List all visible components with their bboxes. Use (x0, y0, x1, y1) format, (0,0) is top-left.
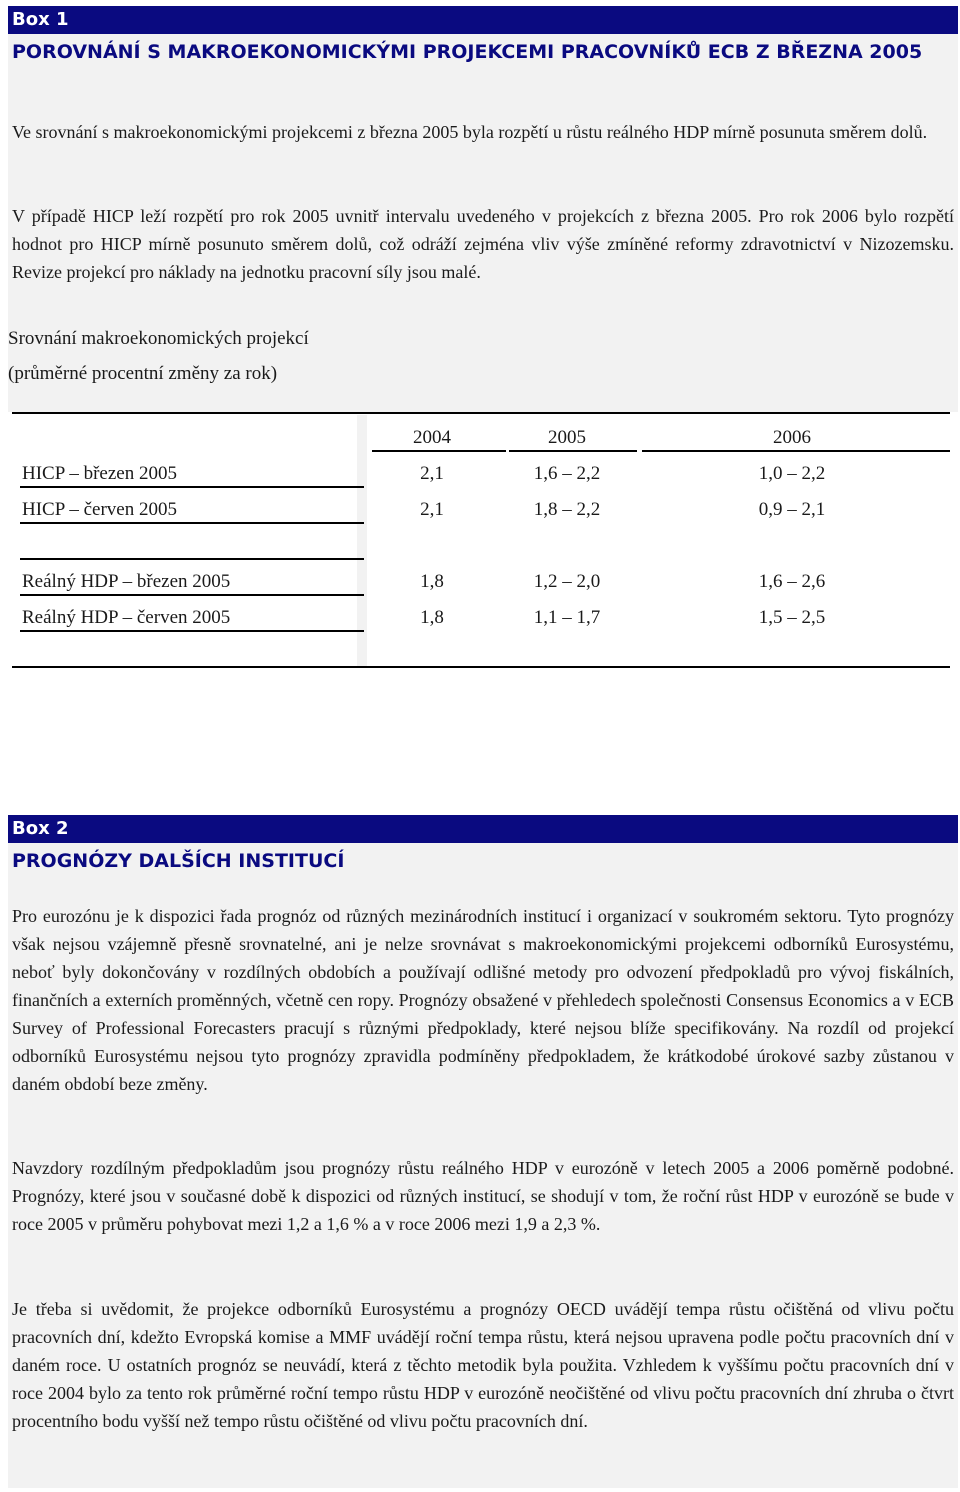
table-title: Srovnání makroekonomických projekcí (8, 328, 309, 349)
box-1-paragraph-2: V případě HICP leží rozpětí pro rok 2005 uvnitř intervalu uvedeného v projekcích z března 2005. Pro rok 2006 bylo rozpětí hodnot pro HICP mírně posunuto směrem dolů, což odráží zejména vliv výše zmíněné reformy zdravotnictví v Nizozemsku. Revize projekcí pro náklady na jednotku pracovní síly jsou malé. (12, 206, 954, 282)
table-cell: 1,1 – 1,7 (533, 607, 601, 628)
table-cell: 2,1 (420, 499, 444, 520)
rule (20, 594, 364, 596)
table-cell: 1,5 – 2,5 (758, 607, 826, 628)
row-label: Reálný HDP – červen 2005 (22, 607, 231, 628)
rule (20, 558, 364, 560)
table-cell: 1,6 – 2,2 (533, 463, 601, 484)
header-2005: 2005 (548, 427, 586, 448)
row-label: HICP – červen 2005 (22, 499, 177, 520)
box-1-label: Box 1 (8, 6, 958, 34)
table-cell: 1,8 – 2,2 (533, 499, 601, 520)
table-cell: 1,8 (420, 571, 444, 592)
table-cell: 2,1 (420, 463, 444, 484)
box-2-paragraph-2: Navzdory rozdílným předpokladům jsou prognózy růstu reálného HDP v eurozóně v letech 2005 a 2006 poměrně podobné. Prognózy, které jsou v současné době k dispozici od různých institucí, se shodují v tom, že roční růst HDP v eurozóně se bude v roce 2005 v průměru pohybovat mezi 1,2 a 1,6 % a v roce 2006 mezi 1,9 a 2,3 %. (12, 1158, 954, 1234)
box-2-paragraph-1: Pro eurozónu je k dispozici řada prognóz od různých mezinárodních institucí i organizací v soukromém sektoru. Tyto prognózy však nejsou vzájemně přesně srovnatelné, ani je nelze srovnávat s makroekonomickými projekcemi odborníků Eurosystému, neboť byly dokončovány v rozdílných obdobích a používají odlišné metody pro odvození předpokladů pro vývoj fiskálních, finančních a externích proměnných, včetně cen ropy. Prognózy obsažené v přehledech společnosti Consensus Economics a v ECB Survey of Professional Forecasters pracují s různými předpoklady, které nejsou blíže specifikovány. Na rozdíl od projekcí odborníků Eurosystému nejsou tyto prognózy zpravidla podmíněny předpokladem, že krátkodobé úrokové sazby zůstanou v daném období beze změny. (12, 906, 954, 1094)
table-cell: 1,6 – 2,6 (758, 571, 826, 592)
table-cell: 1,0 – 2,2 (758, 463, 826, 484)
table-cell: 0,9 – 2,1 (758, 499, 826, 520)
table-subtitle: (průměrné procentní změny za rok) (8, 363, 278, 384)
rule (20, 522, 364, 524)
rule (20, 630, 364, 632)
table-bottom-rule (12, 666, 950, 668)
table-top-rule (12, 412, 950, 414)
table-cell: 1,2 – 2,0 (533, 571, 601, 592)
rule (20, 486, 364, 488)
rule (509, 450, 637, 452)
rule (372, 450, 506, 452)
box-1-title: POROVNÁNÍ S MAKROEKONOMICKÝMI PROJEKCEMI PRACOVNÍKŮ ECB Z BŘEZNA 2005 (12, 41, 923, 63)
box-2-label: Box 2 (8, 815, 958, 843)
rule (642, 450, 950, 452)
box-1-paragraph-1: Ve srovnání s makroekonomickými projekcemi z března 2005 byla rozpětí u růstu reálného HDP mírně posunuta směrem dolů. (12, 122, 928, 142)
projections-table (12, 412, 950, 672)
box-2-paragraph-3: Je třeba si uvědomit, že projekce odborníků Eurosystému a prognózy OECD uvádějí tempa růstu očištěná od vlivu počtu pracovních dní, kdežto Evropská komise a MMF uvádějí roční tempa růstu, která nejsou upravena podle počtu pracovních dní v daném roce. U ostatních prognóz se neuvádí, která z těchto metodik byla použita. Vzhledem k vyššímu počtu pracovních dní v roce 2004 bylo za tento rok průměrné roční tempo růstu HDP v eurozóně neočištěné od vlivu počtu pracovních dní zhruba o čtvrt procentního bodu vyšší než tempo růstu očištěné od vlivu počtu pracovních dní. (12, 1299, 954, 1431)
row-label: HICP – březen 2005 (22, 463, 177, 484)
header-2004: 2004 (413, 427, 451, 448)
header-2006: 2006 (773, 427, 811, 448)
row-label: Reálný HDP – březen 2005 (22, 571, 231, 592)
box-2-title: PROGNÓZY DALŠÍCH INSTITUCÍ (12, 850, 345, 872)
box-1 (8, 6, 958, 412)
table-cell: 1,8 (420, 607, 444, 628)
box-2 (8, 815, 958, 1488)
